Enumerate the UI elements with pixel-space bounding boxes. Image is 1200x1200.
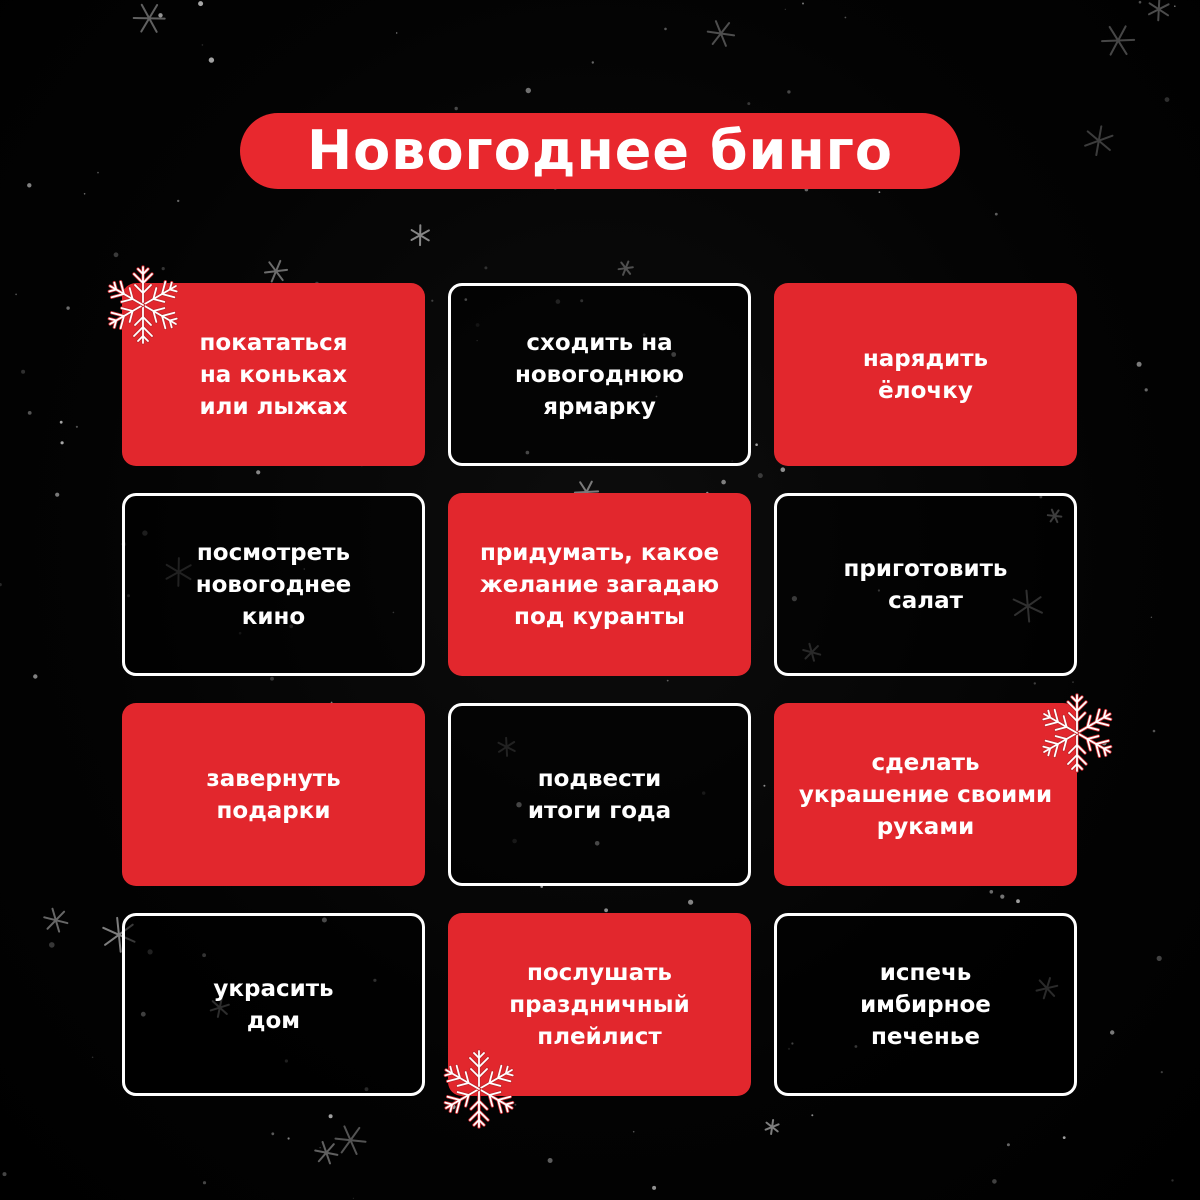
snowflake-icon bbox=[1032, 688, 1122, 778]
bingo-cell-decorate-tree[interactable]: нарядить ёлочку bbox=[774, 283, 1077, 466]
bingo-cell-holiday-playlist[interactable]: послушать праздничный плейлист bbox=[448, 913, 751, 1096]
bingo-cell-make-wish[interactable]: придумать, какое желание загадаю под куранты bbox=[448, 493, 751, 676]
bingo-cell-watch-movie[interactable]: посмотреть новогоднее кино bbox=[122, 493, 425, 676]
bingo-cell-christmas-market[interactable]: сходить на новогоднюю ярмарку bbox=[448, 283, 751, 466]
bingo-cell-cook-salad[interactable]: приготовить салат bbox=[774, 493, 1077, 676]
bingo-cell-year-review[interactable]: подвести итоги года bbox=[448, 703, 751, 886]
snowflake-icon bbox=[434, 1044, 524, 1134]
bingo-cell-gingerbread[interactable]: испечь имбирное печенье bbox=[774, 913, 1077, 1096]
snowflake-icon bbox=[98, 260, 188, 350]
bingo-cell-decorate-home[interactable]: украсить дом bbox=[122, 913, 425, 1096]
page-title: Новогоднее бинго bbox=[306, 119, 893, 182]
bingo-cell-ice-skating[interactable]: покататься на коньках или лыжах bbox=[122, 283, 425, 466]
bingo-cell-handmade-decoration[interactable]: сделать украшение своими руками bbox=[774, 703, 1077, 886]
title-banner bbox=[240, 113, 960, 189]
bingo-cell-wrap-gifts[interactable]: завернуть подарки bbox=[122, 703, 425, 886]
